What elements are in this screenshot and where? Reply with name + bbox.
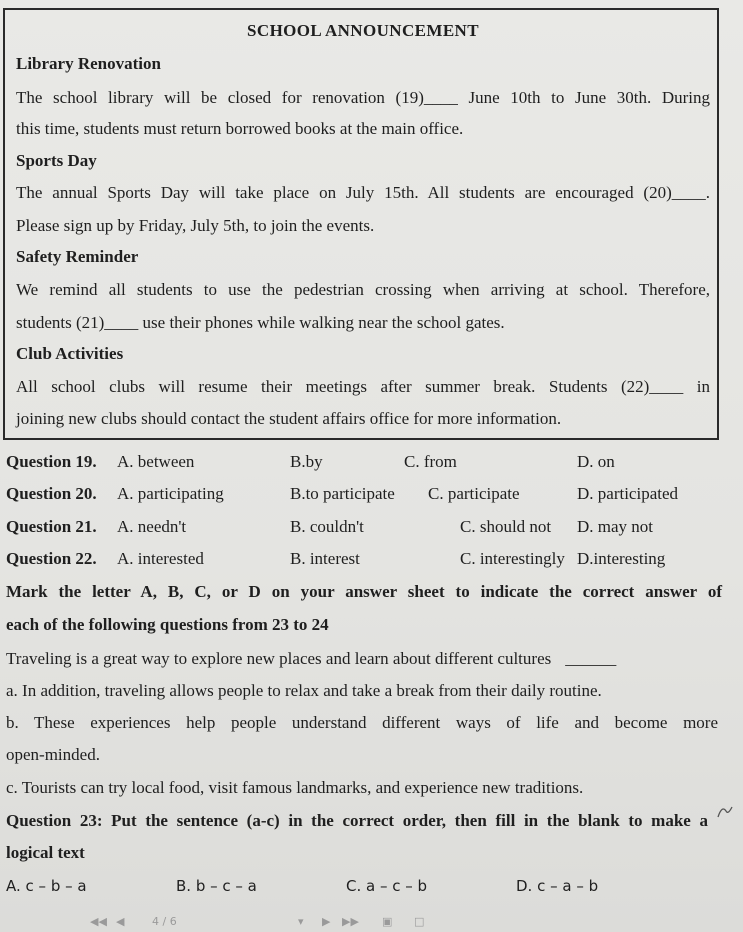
section-text-line: students (21)____ use their phones while walking near the school gates. — [16, 313, 505, 332]
instruction-line: Mark the letter A, B, C, or D on your answer sheet to indicate the correct answer of — [6, 582, 722, 601]
question-23-text-cont: logical text — [6, 843, 85, 862]
viewer-toolbar — [90, 914, 450, 932]
option-a[interactable]: A. c – b – a — [6, 877, 87, 895]
question-22-row — [6, 549, 97, 569]
announcement-title: SCHOOL ANNOUNCEMENT — [247, 21, 479, 40]
section-heading-safety: Safety Reminder — [16, 247, 139, 266]
last-page-icon[interactable]: ▶▶ — [342, 915, 359, 928]
option-c[interactable]: C. from — [404, 452, 457, 471]
question-20-row — [6, 484, 97, 504]
dropdown-icon[interactable]: ▾ — [298, 915, 304, 928]
section-text-line: The annual Sports Day will take place on July 15th. All students are encouraged (20)____. — [16, 183, 710, 202]
section-text-line: The school library will be closed for renovation (19)____ June 10th to June 30th. During — [16, 88, 710, 107]
option-d[interactable]: D. participated — [577, 484, 679, 503]
option-d[interactable]: D. c – a – b — [516, 877, 599, 895]
section-heading-sports: Sports Day — [16, 151, 97, 170]
section-text-line: All school clubs will resume their meetings after summer break. Students (22)____ in — [16, 377, 710, 396]
section-text-line: Please sign up by Friday, July 5th, to join the events. — [16, 216, 375, 235]
section-text-line: We remind all students to use the pedestrian crossing when arriving at school. Therefore, — [16, 280, 710, 299]
question-label: Question 20. — [6, 484, 97, 503]
option-b[interactable]: B.to participate — [290, 484, 395, 503]
option-d[interactable]: D. on — [577, 452, 615, 471]
prev-page-icon[interactable]: ◀ — [116, 915, 125, 928]
option-a[interactable]: A. needn't — [117, 517, 187, 536]
passage-blank: ______ — [565, 649, 617, 668]
passage-lead-text: Traveling is a great way to explore new places and learn about different cultures — [6, 649, 552, 668]
option-a[interactable]: A. interested — [117, 549, 204, 568]
option-c[interactable]: C. a – c – b — [346, 877, 428, 895]
option-c[interactable]: C. participate — [428, 484, 520, 503]
option-a[interactable]: A. participating — [117, 484, 224, 503]
fit-page-icon[interactable]: ▣ — [382, 915, 393, 928]
question-label: Question 21. — [6, 517, 97, 536]
fullscreen-icon[interactable]: □ — [414, 915, 425, 928]
question-label: Question 22. — [6, 549, 97, 568]
passage-lead — [6, 649, 616, 669]
option-a[interactable]: A. between — [117, 452, 195, 471]
option-b[interactable]: B.by — [290, 452, 323, 471]
first-page-icon[interactable]: ◀◀ — [90, 915, 107, 928]
section-text-line: this time, students must return borrowed books at the main office. — [16, 119, 464, 138]
section-heading-clubs: Club Activities — [16, 344, 124, 363]
passage-sentence-a: a. In addition, traveling allows people to relax and take a break from their daily routine. — [6, 681, 602, 700]
question-23-text: Question 23: Put the sentence (a-c) in the correct order, then fill in the blank to make a — [6, 811, 708, 830]
next-page-icon[interactable]: ▶ — [322, 915, 331, 928]
page-indicator: 4 / 6 — [152, 915, 177, 928]
option-c[interactable]: C. should not — [460, 517, 552, 536]
option-d[interactable]: D.interesting — [577, 549, 666, 568]
passage-sentence-c: c. Tourists can try local food, visit famous landmarks, and experience new traditions. — [6, 778, 584, 797]
instruction-line: each of the following questions from 23 to 24 — [6, 615, 329, 634]
question-label: Question 19. — [6, 452, 97, 471]
question-19-row — [6, 452, 97, 472]
scribble-icon — [714, 803, 736, 823]
section-heading-library: Library Renovation — [16, 54, 161, 73]
option-b[interactable]: B. b – c – a — [176, 877, 257, 895]
section-text-line: joining new clubs should contact the student affairs office for more information. — [16, 409, 562, 428]
question-21-row — [6, 517, 97, 537]
option-b[interactable]: B. interest — [290, 549, 360, 568]
passage-sentence-b-cont: open-minded. — [6, 745, 100, 764]
option-d[interactable]: D. may not — [577, 517, 654, 536]
option-c[interactable]: C. interestingly — [460, 549, 565, 568]
option-b[interactable]: B. couldn't — [290, 517, 364, 536]
passage-sentence-b: b. These experiences help people understand different ways of life and become more — [6, 713, 718, 732]
